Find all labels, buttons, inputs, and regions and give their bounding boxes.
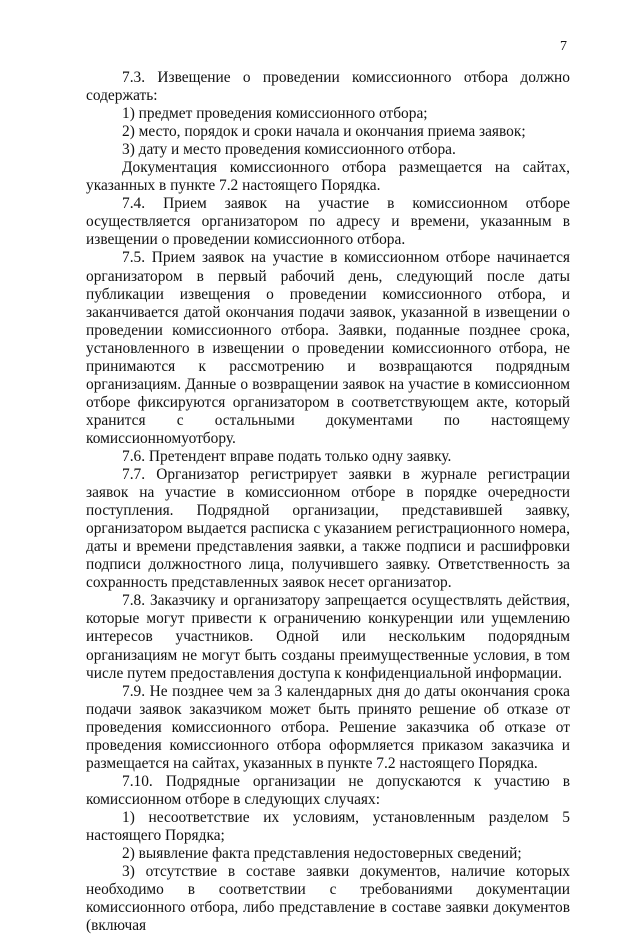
list-item: 2) место, порядок и сроки начала и окончания приема заявок; — [122, 123, 526, 141]
paragraph: Документация комиссионного отбора размещается на сайтах, указанных в пункте 7.2 настоящего Порядка. — [86, 159, 570, 195]
list-item: 3) отсутствие в составе заявки документов, наличие которых необходимо в соответствии с требованиями документации комиссионного отбора, либо представление в составе заявки документов (включая — [86, 863, 570, 935]
paragraph-7-8: 7.8. Заказчику и организатору запрещается осуществлять действия, которые могут привести к ограничению конкуренции или ущемлению интересов участников. Одной или нескольким подорядным организациям не могут быть созданы преимущественные условия, в том числе путем предоставления доступа к конфиденциальной информации. — [86, 592, 570, 682]
paragraph-7-4: 7.4. Прием заявок на участие в комиссионном отборе осуществляется организатором по адресу и времени, указанным в извещении о проведении комиссионного отбора. — [86, 195, 570, 249]
list-item: 1) предмет проведения комиссионного отбора; — [122, 105, 428, 123]
page-number: 7 — [560, 39, 567, 54]
list-item: 3) дату и место проведения комиссионного отбора. — [122, 141, 456, 159]
paragraph-7-5: 7.5. Прием заявок на участие в комиссионном отборе начинается организатором в первый рабочий день, следующий после даты публикации извещения о проведении комиссионного отбора, и заканчивается датой окончания подачи заявок, указанной в извещении о проведении комиссионного отбора. Заявки, поданные позднее срока, установленного в извещении о проведении комиссионного отбора, не принимаются к рассмотрению и возвращаются подрядным организациям. Данные о возвращении заявок на участие в комиссионном отборе фиксируются организатором в соответствующем акте, который хранится с остальными документами по настоящему комиссионномуотбору. — [86, 249, 570, 447]
list-item: 2) выявление факта представления недостоверных сведений; — [122, 845, 522, 863]
paragraph-7-7: 7.7. Организатор регистрирует заявки в журнале регистрации заявок на участие в комиссионном отборе в порядке очередности поступления. Подрядной организации, представившей заявку, организатором выдается расписка с указанием регистрационного номера, даты и времени представления заявки, а также подписи и расшифровки подписи должностного лица, получившего заявку. Ответственность за сохранность представленных заявок несет организатор. — [86, 466, 570, 592]
paragraph-7-6: 7.6. Претендент вправе подать только одну заявку. — [122, 447, 452, 465]
list-item: 1) несоответствие их условиям, установленным разделом 5 настоящего Порядка; — [86, 808, 570, 844]
paragraph-7-3-heading: 7.3. Извещение о проведении комиссионного отбора должно содержать: — [86, 69, 570, 105]
paragraph-7-10: 7.10. Подрядные организации не допускаются к участию в комиссионном отборе в следующих случаях: — [86, 772, 570, 808]
document-body — [86, 69, 570, 935]
paragraph-7-9: 7.9. Не позднее чем за 3 календарных дня до даты окончания срока подачи заявок заказчиком может быть принято решение об отказе от проведения комиссионного отбора. Решение заказчика об отказе от проведения комиссионного отбора оформляется приказом заказчика и размещается на сайтах, указанных в пункте 7.2 настоящего Порядка. — [86, 682, 570, 772]
